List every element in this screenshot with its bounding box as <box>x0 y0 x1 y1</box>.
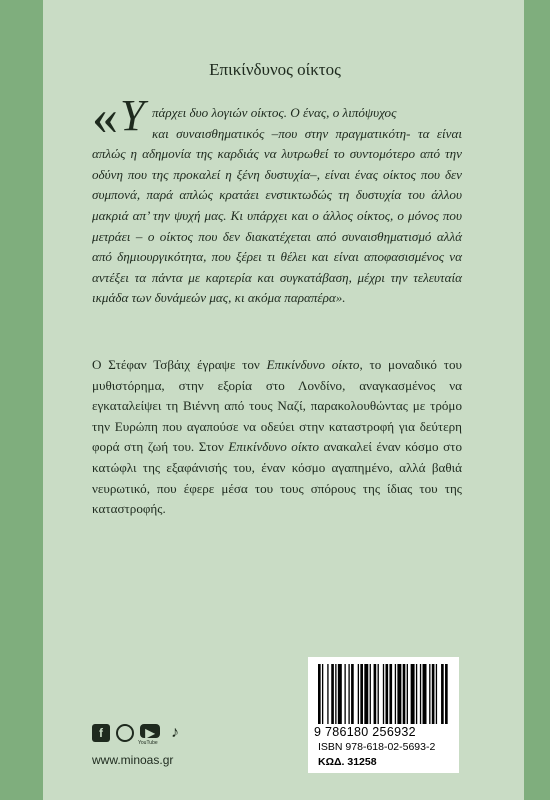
barcode-bar <box>445 664 448 724</box>
barcode-bar <box>411 664 415 724</box>
quote-drop-cap: Υ <box>120 91 145 140</box>
barcode-bar <box>397 664 401 724</box>
barcode-bar <box>420 664 421 724</box>
quote-open-mark: « <box>92 89 118 146</box>
quote-rest: τα είναι απλώς η αδημονία της καρδιάς να λυτρωθεί το συντομότερο από την οδύνη που της προκαλεί η ξένη δυστυχία–, είναι ένας οίκτος που δεν συμπονά, παρά απλώς κρατάει ενστικτωδώς τη δυστυχία του άλλου μακριά απ’ την ψυχή μας. Κι υπάρχει και ο άλλος οίκτος, ο μόνος που μετράει – ο οίκτος που δεν διακατέχεται από συναισθηματισμό αλλά από δημιουργικότητα, που ξέρει τι θέλει και είναι αποφασισμένος να αντέξει τα πάντα με καρτερία και συγκατάβαση, μέχρι την τελευταία ικμάδα των δυνάμεών μας, κι ακόμα παραπέρα». <box>92 125 462 306</box>
barcode-bar <box>403 664 406 724</box>
barcode-bar <box>335 664 336 724</box>
isbn: ISBN 978-618-02-5693-2 <box>318 741 436 753</box>
barcode-bar <box>389 664 392 724</box>
barcode-bar <box>407 664 408 724</box>
barcode-digits: 9 786180 256932 <box>314 725 416 739</box>
youtube-word: YouTube <box>138 740 158 746</box>
barcode-bar <box>429 664 430 724</box>
youtube-icon[interactable]: ▶ <box>140 724 160 738</box>
tiktok-icon[interactable]: ♪ <box>171 724 179 741</box>
barcode-bar <box>364 664 368 724</box>
barcode-bar <box>383 664 384 724</box>
desc-book-title-2: Επικίνδυνο οίκτο <box>228 439 319 455</box>
barcode-bar <box>378 664 379 724</box>
barcode-bar <box>348 664 349 724</box>
facebook-icon[interactable]: f <box>92 724 110 742</box>
barcode-bar <box>327 664 328 724</box>
quote-line-2: και συναισθηματικός –που στην πραγματικότη- <box>152 125 411 141</box>
barcode-bar <box>370 664 371 724</box>
barcode-bar <box>385 664 388 724</box>
barcode-bar <box>441 664 444 724</box>
barcode-box <box>308 657 459 773</box>
social-icons <box>92 724 184 746</box>
publisher-website[interactable]: www.minoas.gr <box>92 753 174 767</box>
barcode-bar <box>331 664 334 724</box>
barcode-bar <box>436 664 437 724</box>
barcode-bar <box>338 664 342 724</box>
product-code: ΚΩΔ. 31258 <box>318 756 377 768</box>
desc-part-2: , το μοναδικό του μυθιστόρημα, στην εξορία στο Λονδίνο, αναγκασμένος να εγκαταλείψει τη Βιέννη από τους Ναζί, παρακολουθώντας με τρόμο την Ευρώπη που αγαπούσε να οδεύει στην καταστροφή για δεύτερη φορά στη ζωή του. Στον <box>92 357 462 455</box>
barcode-bar <box>360 664 363 724</box>
desc-part-3: ανακαλεί έναν κόσμο στο κατώφλι της εξαφάνισής του, έναν κόσμο αγαπημένο, αλλά βαθιά νευρωτικό, που έφερε μέσα του τους σπόρους της ίδιας του της καταστροφής. <box>92 439 462 517</box>
barcode-bar <box>432 664 435 724</box>
barcode-bar <box>374 664 377 724</box>
barcode-bar <box>351 664 354 724</box>
barcode-bar <box>395 664 396 724</box>
desc-book-title-1: Επικίνδυνο οίκτο <box>266 357 360 372</box>
description <box>92 355 462 520</box>
quote-line-1: πάρχει δυο λογιών οίκτος. Ο ένας, ο λιπόψυχος <box>152 105 397 120</box>
book-title: Επικίνδυνος οίκτος <box>209 60 341 79</box>
quote-text <box>92 103 462 309</box>
barcode-bar <box>344 664 345 724</box>
desc-part-1: Ο Στέφαν Τσβάιχ έγραψε τον <box>92 357 267 372</box>
barcode-bars <box>318 664 449 724</box>
barcode-bar <box>416 664 417 724</box>
instagram-icon[interactable] <box>116 724 134 742</box>
barcode-bar <box>322 664 323 724</box>
barcode-bar <box>358 664 359 724</box>
barcode-bar <box>423 664 427 724</box>
barcode-bar <box>318 664 321 724</box>
